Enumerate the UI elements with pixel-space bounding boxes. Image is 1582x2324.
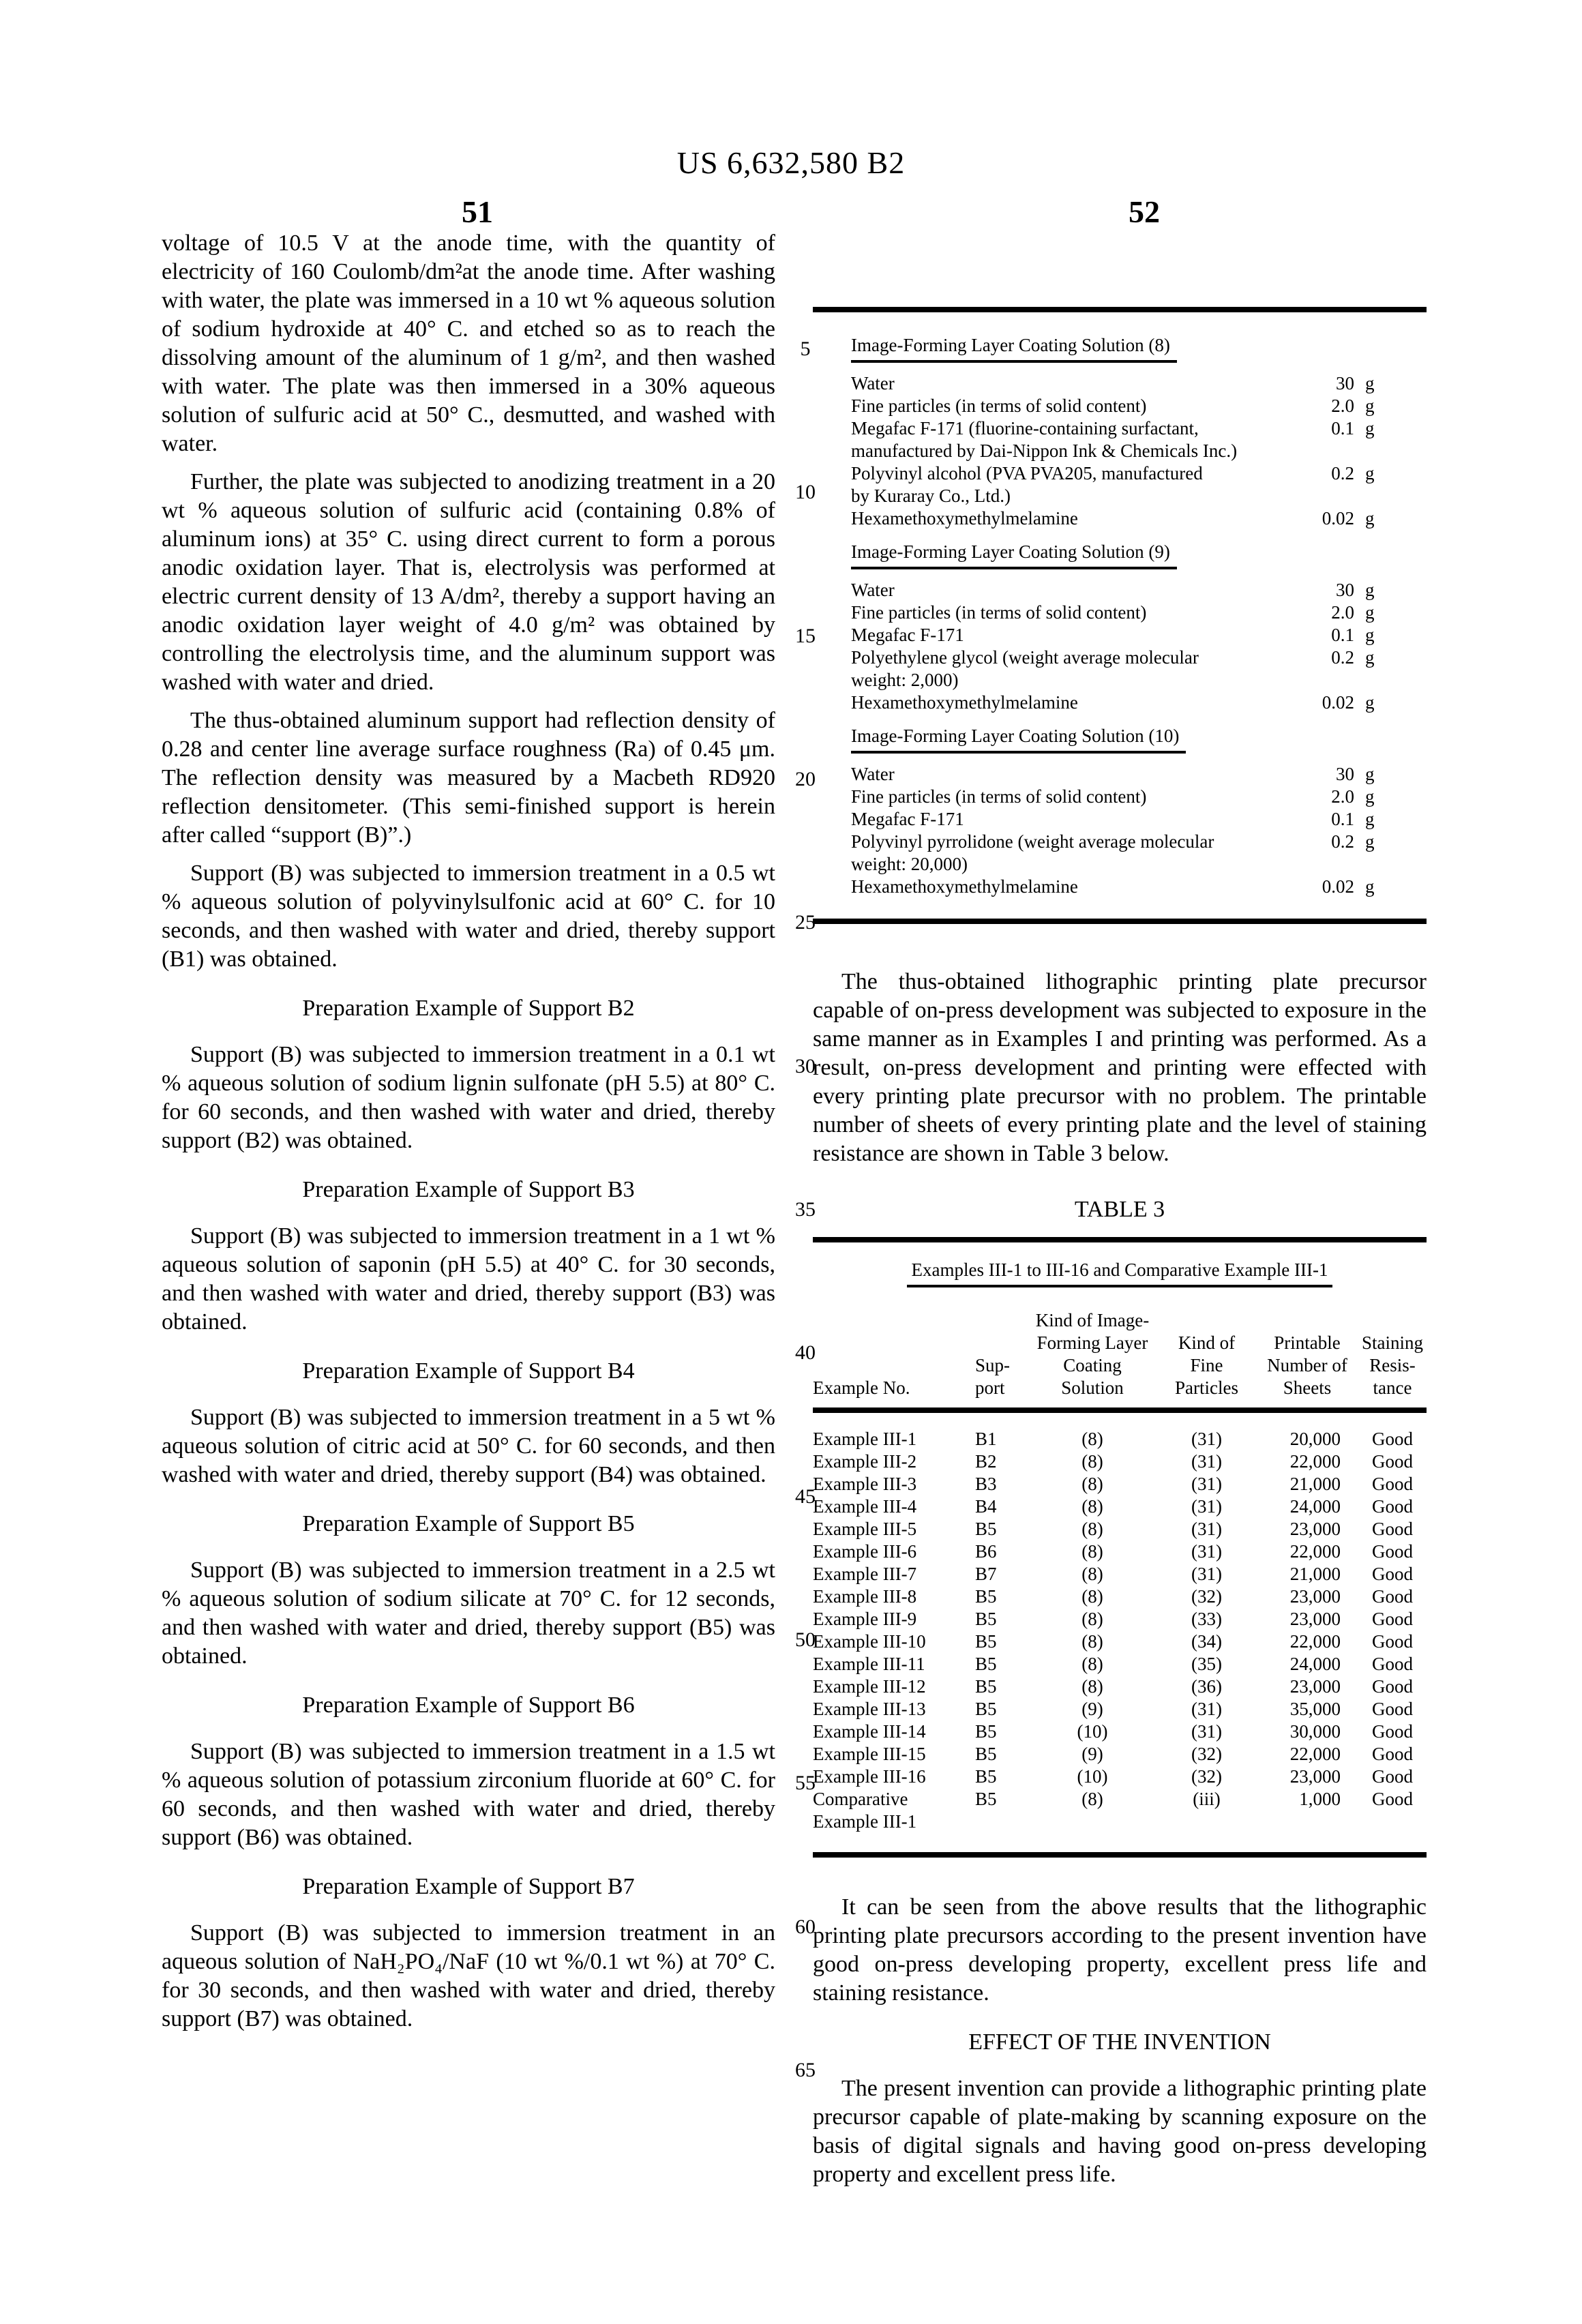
cell-support: B5 [975,1654,997,1674]
paragraph: Support (B) was subjected to immersion treatment in a 1 wt % aqueous solution of saponin (pH 5.5) at 40° C. for 30 seconds, and then washed with water and dried, thereby support (B3) was obtained. [162,1223,775,1335]
line-number: 55 [795,1772,816,1795]
table-rule [813,1852,1427,1858]
cell-fine-particles: (31) [1191,1699,1222,1719]
ingredient-name: Megafac F-171 [851,625,964,645]
cell-fine-particles: (31) [1191,1564,1222,1584]
solution-8 [851,326,1395,530]
solution-item-row [851,786,1395,808]
cell-coating-solution: (8) [1081,1474,1103,1494]
cell-staining: Good [1372,1721,1413,1742]
table-row [813,1630,1427,1653]
paragraph: Support (B) was subjected to immersion treatment in a 0.5 wt % aqueous solution of polyvinylsulfonic acid at 60° C. for 10 seconds, and then washed with water and dried, thereby support (B1) was obtained. [162,861,775,972]
cell-staining: Good [1372,1676,1413,1697]
cell-support: B1 [975,1429,997,1449]
table-row [813,1653,1427,1675]
cell-printable-sheets: 23,000 [1289,1609,1341,1629]
cell-support: B5 [975,1699,997,1719]
paragraph: Support (B) was subjected to immersion treatment in a 2.5 wt % aqueous solution of sodium silicate at 70° C. for 12 seconds, and then washed with water and dried, thereby support (B5) was obtained. [162,1558,775,1669]
cell-support: B5 [975,1766,997,1787]
cell-example-no: Example III-16 [813,1766,926,1787]
cell-example-no: Example III-2 [813,1451,917,1472]
col-header-example-no: Example No. [813,1377,910,1398]
cell-printable-sheets: 23,000 [1289,1766,1341,1787]
cell-coating-solution: (8) [1081,1429,1103,1449]
cell-coating-solution: (8) [1081,1451,1103,1472]
cell-coating-solution: (8) [1081,1564,1103,1584]
col-header-coating-solution: Kind of Image- Forming Layer Coating Solution [1035,1310,1150,1398]
ingredient-name: Fine particles (in terms of solid content) [851,602,1147,623]
ingredient-amount: 0.1 [1331,418,1354,438]
cell-fine-particles: (31) [1191,1429,1222,1449]
ingredient-name: Hexamethoxymethylmelamine [851,508,1078,528]
cell-support: B3 [975,1474,997,1494]
cell-example-no: Example III-11 [813,1654,925,1674]
solution-item-row [851,601,1395,624]
cell-printable-sheets: 24,000 [1289,1654,1341,1674]
cell-example-no: Example III-12 [813,1676,926,1697]
ingredient-unit: g [1365,809,1375,829]
cell-example-no: Example III-15 [813,1744,926,1764]
ingredient-unit: g [1365,692,1375,713]
cell-printable-sheets: 23,000 [1289,1519,1341,1539]
cell-example-no: Example III-14 [813,1721,926,1742]
solution-item-row [851,372,1395,395]
cell-support: B5 [975,1744,997,1764]
cell-fine-particles: (31) [1191,1451,1222,1472]
cell-fine-particles: (34) [1191,1631,1222,1652]
table-row [813,1428,1427,1450]
solution-item-row [851,646,1395,691]
ingredient-amount: 0.1 [1331,625,1354,645]
ingredient-amount: 2.0 [1331,786,1354,807]
cell-staining: Good [1372,1429,1413,1449]
table-row [813,1743,1427,1766]
solution-item-row [851,831,1395,876]
ingredient-amount: 0.2 [1331,647,1354,668]
left-column-number: 51 [462,194,493,229]
cell-example-no: Example III-8 [813,1586,917,1607]
ingredient-unit: g [1365,396,1375,416]
ingredient-unit: g [1365,602,1375,623]
line-number: 25 [795,911,816,934]
cell-fine-particles: (31) [1191,1541,1222,1562]
ingredient-name: Polyvinyl alcohol (PVA PVA205, manufactured by Kuraray Co., Ltd.) [851,463,1203,506]
cell-coating-solution: (8) [1081,1676,1103,1697]
table-rule [813,1237,1427,1242]
cell-fine-particles: (31) [1191,1721,1222,1742]
cell-staining: Good [1372,1789,1413,1809]
cell-example-no: Example III-4 [813,1496,917,1517]
ingredient-unit: g [1365,764,1375,784]
cell-fine-particles: (31) [1191,1474,1222,1494]
cell-coating-solution: (8) [1081,1541,1103,1562]
cell-staining: Good [1372,1586,1413,1607]
cell-coating-solution: (8) [1081,1654,1103,1674]
ingredient-amount: 0.02 [1322,876,1354,897]
col-header-staining: Staining Resis- tance [1361,1332,1423,1398]
cell-printable-sheets: 21,000 [1289,1564,1341,1584]
cell-coating-solution: (8) [1081,1631,1103,1652]
cell-staining: Good [1372,1519,1413,1539]
cell-support: B5 [975,1609,997,1629]
cell-printable-sheets: 1,000 [1299,1789,1341,1809]
ingredient-unit: g [1365,418,1375,438]
cell-fine-particles: (32) [1191,1766,1222,1787]
solution-item-row [851,579,1395,601]
section-heading-support-b3: Preparation Example of Support B3 [302,1177,635,1202]
left-column [162,229,775,2043]
cell-coating-solution: (10) [1077,1721,1108,1742]
cell-example-no: Example III-1 [813,1429,917,1449]
table-row [813,1766,1427,1788]
effect-of-invention-heading: EFFECT OF THE INVENTION [968,2029,1271,2055]
ingredient-unit: g [1365,786,1375,807]
cell-coating-solution: (9) [1081,1744,1103,1764]
ingredient-unit: g [1365,647,1375,668]
line-number: 35 [795,1197,816,1221]
cell-coating-solution: (8) [1081,1496,1103,1517]
cell-support: B5 [975,1519,997,1539]
table-row [813,1473,1427,1495]
right-column [813,307,1427,2199]
line-number: 5 [800,338,811,360]
line-number: 60 [795,1915,816,1938]
line-number: 65 [795,2058,816,2081]
table-row [813,1585,1427,1608]
line-number: 30 [795,1054,816,1077]
cell-coating-solution: (8) [1081,1789,1103,1809]
cell-staining: Good [1372,1541,1413,1562]
table-3-subtitle-text: Examples III-1 to III-16 and Comparative Example III-1 [907,1259,1332,1287]
paragraph: Further, the plate was subjected to anodizing treatment in a 20 wt % aqueous solution of sulfuric acid (containing 0.8% of aluminum ions) at 35° C. using direct current to form a porous anodic oxidation layer. That is, electrolysis was performed at electric current density of 13 A/dm², thereby a support having an anodic oxidation layer weight of 4.0 g/m² was obtained by controlling the electrolysis time, and the aluminum support was washed with water and dried. [162,469,775,695]
cell-printable-sheets: 20,000 [1289,1429,1341,1449]
section-heading-support-b2: Preparation Example of Support B2 [302,996,635,1021]
cell-staining: Good [1372,1564,1413,1584]
paragraph: Support (B) was subjected to immersion treatment in a 1.5 wt % aqueous solution of potassium zirconium fluoride at 60° C. for 60 seconds, and then washed with water and dried, thereby support (B6) was obtained. [162,1739,775,1850]
cell-fine-particles: (33) [1191,1609,1222,1629]
solution-9-title: Image-Forming Layer Coating Solution (9) [851,541,1177,569]
ingredient-amount: 2.0 [1331,602,1354,623]
table-row [813,1563,1427,1585]
cell-example-no: Example III-10 [813,1631,926,1652]
cell-example-no: Example III-5 [813,1519,917,1539]
ingredient-unit: g [1365,876,1375,897]
cell-printable-sheets: 22,000 [1289,1451,1341,1472]
solution-8-items [851,372,1395,530]
solution-8-title: Image-Forming Layer Coating Solution (8) [851,334,1177,363]
patent-number: US 6,632,580 B2 [676,145,906,180]
solution-item-row [851,462,1395,507]
cell-support: B5 [975,1586,997,1607]
cell-support: B5 [975,1631,997,1652]
cell-example-no: Example III-7 [813,1564,917,1584]
cell-staining: Good [1372,1699,1413,1719]
line-number: 20 [795,767,816,790]
table-row [813,1518,1427,1540]
cell-printable-sheets: 22,000 [1289,1631,1341,1652]
solution-item-row [851,624,1395,646]
table-rule [813,1407,1427,1413]
cell-example-no: Comparative Example III-1 [813,1789,917,1832]
ingredient-name: Hexamethoxymethylmelamine [851,876,1078,897]
cell-staining: Good [1372,1654,1413,1674]
cell-coating-solution: (8) [1081,1586,1103,1607]
line-number: 40 [795,1341,816,1365]
ingredient-name: Megafac F-171 [851,809,964,829]
table-row [813,1698,1427,1720]
cell-coating-solution: (8) [1081,1519,1103,1539]
ingredient-name: Hexamethoxymethylmelamine [851,692,1078,713]
cell-fine-particles: (iii) [1193,1789,1221,1809]
solution-item-row [851,876,1395,898]
line-number: 50 [795,1628,816,1651]
table-3-title: TABLE 3 [1074,1197,1165,1222]
paragraph: It can be seen from the above results that the lithographic printing plate precursors according to the present invention have good on-press developing property, excellent press life and staining resistance. [813,1894,1427,2006]
ingredient-unit: g [1365,831,1375,852]
ingredient-unit: g [1365,580,1375,600]
ingredient-amount: 0.02 [1322,692,1354,713]
solution-9-items [851,579,1395,714]
solution-item-row [851,808,1395,831]
table-row [813,1720,1427,1743]
ingredient-amount: 2.0 [1331,396,1354,416]
table-row [813,1608,1427,1630]
ingredient-name: Fine particles (in terms of solid content) [851,786,1147,807]
cell-staining: Good [1372,1496,1413,1517]
table-3 [813,1198,1427,1858]
cell-staining: Good [1372,1766,1413,1787]
cell-coating-solution: (8) [1081,1609,1103,1629]
ingredient-name: Water [851,580,895,600]
cell-support: B5 [975,1676,997,1697]
paragraph: Support (B) was subjected to immersion treatment in a 0.1 wt % aqueous solution of sodium lignin sulfonate (pH 5.5) at 80° C. for 60 seconds, and then washed with water and dried, thereby support (B2) was obtained. [162,1042,775,1153]
cell-support: B5 [975,1721,997,1742]
cell-example-no: Example III-13 [813,1699,926,1719]
paragraph: The thus-obtained aluminum support had reflection density of 0.28 and center line average surface roughness (Ra) of 0.45 μm. The reflection density was measured by a Macbeth RD920 reflection densitometer. (This semi-finished support is herein after called “support (B)”.) [162,708,775,848]
paragraph: voltage of 10.5 V at the anode time, with the quantity of electricity of 160 Coulomb/dm²at the anode time. After washing with water, the plate was immersed in a 10 wt % aqueous solution of sodium hydroxide at 40° C. and etched so as to reach the dissolving amount of the aluminum of 1 g/m², and then washed with water. The plate was then immersed in a 30% aqueous solution of sulfuric acid at 50° C., desmutted, and washed with water. [162,230,775,456]
cell-example-no: Example III-6 [813,1541,917,1562]
table-row [813,1540,1427,1563]
table-row [813,1450,1427,1473]
cell-printable-sheets: 24,000 [1289,1496,1341,1517]
solution-10-title: Image-Forming Layer Coating Solution (10) [851,725,1186,754]
ingredient-name: Fine particles (in terms of solid content) [851,396,1147,416]
ingredient-amount: 30 [1336,373,1354,393]
ingredient-name: Water [851,373,895,393]
cell-fine-particles: (32) [1191,1744,1222,1764]
ingredient-unit: g [1365,508,1375,528]
cell-printable-sheets: 30,000 [1289,1721,1341,1742]
solution-item-row [851,763,1395,786]
table-row [813,1788,1427,1833]
cell-printable-sheets: 22,000 [1289,1744,1341,1764]
line-number: 15 [795,624,816,647]
coating-solution-table [813,307,1427,924]
cell-support: B2 [975,1451,997,1472]
ingredient-name: Polyvinyl pyrrolidone (weight average molecular weight: 20,000) [851,831,1214,874]
col-header-printable-sheets: Printable Number of Sheets [1267,1332,1347,1398]
section-heading-support-b7: Preparation Example of Support B7 [302,1874,635,1899]
cell-coating-solution: (9) [1081,1699,1103,1719]
section-heading-support-b4: Preparation Example of Support B4 [302,1358,635,1384]
line-number: 10 [795,481,816,504]
ingredient-amount: 30 [1336,764,1354,784]
cell-fine-particles: (36) [1191,1676,1222,1697]
cell-support: B7 [975,1564,997,1584]
solution-item-row [851,691,1395,714]
ingredient-unit: g [1365,625,1375,645]
ingredient-unit: g [1365,373,1375,393]
cell-fine-particles: (31) [1191,1519,1222,1539]
cell-fine-particles: (31) [1191,1496,1222,1517]
line-number: 45 [795,1485,816,1508]
solution-10-items [851,763,1395,898]
table-3-header-row [813,1309,1427,1407]
cell-staining: Good [1372,1451,1413,1472]
solution-item-row [851,417,1395,462]
ingredient-name: Water [851,764,895,784]
ingredient-amount: 0.1 [1331,809,1354,829]
ingredient-amount: 0.02 [1322,508,1354,528]
cell-printable-sheets: 35,000 [1289,1699,1341,1719]
paragraph: Support (B) was subjected to immersion treatment in an aqueous solution of NaH₂PO₄/NaF (10 wt %/0.1 wt %) at 70° C. for 30 seconds, and then washed with water and dried, thereby support (B7) was obtained. [162,1920,775,2031]
cell-example-no: Example III-9 [813,1609,917,1629]
cell-printable-sheets: 23,000 [1289,1676,1341,1697]
cell-staining: Good [1372,1609,1413,1629]
cell-staining: Good [1372,1474,1413,1494]
table-row [813,1675,1427,1698]
table-row [813,1495,1427,1518]
cell-support: B4 [975,1496,997,1517]
col-header-support: Sup- port [975,1355,1011,1398]
table-3-body [813,1413,1427,1840]
cell-example-no: Example III-3 [813,1474,917,1494]
ingredient-amount: 30 [1336,580,1354,600]
cell-fine-particles: (35) [1191,1654,1222,1674]
cell-printable-sheets: 22,000 [1289,1541,1341,1562]
solution-item-row [851,507,1395,530]
ingredient-amount: 0.2 [1331,831,1354,852]
paragraph: The thus-obtained lithographic printing plate precursor capable of on-press development was subjected to exposure in the same manner as in Examples I and printing was performed. As a result, on-press development and printing were effected with every printing plate precursor with no problem. The printable number of sheets of every printing plate and the level of staining resistance are shown in Table 3 below. [813,969,1427,1166]
solution-10 [851,717,1395,898]
paragraph: The present invention can provide a lithographic printing plate precursor capable of plate-making by scanning exposure on the basis of digital signals and having good on-press developing property and excellent press life. [813,2076,1427,2187]
cell-fine-particles: (32) [1191,1586,1222,1607]
cell-printable-sheets: 21,000 [1289,1474,1341,1494]
solution-item-row [851,395,1395,417]
section-heading-support-b5: Preparation Example of Support B5 [302,1511,635,1536]
cell-coating-solution: (10) [1077,1766,1108,1787]
cell-printable-sheets: 23,000 [1289,1586,1341,1607]
solution-9 [851,533,1395,714]
cell-staining: Good [1372,1631,1413,1652]
right-column-number: 52 [1129,194,1160,229]
section-heading-support-b6: Preparation Example of Support B6 [302,1693,635,1718]
ingredient-unit: g [1365,463,1375,483]
cell-support: B6 [975,1541,997,1562]
col-header-fine-particles: Kind of Fine Particles [1175,1332,1238,1398]
cell-staining: Good [1372,1744,1413,1764]
cell-support: B5 [975,1789,997,1809]
ingredient-name: Polyethylene glycol (weight average molecular weight: 2,000) [851,647,1199,690]
ingredient-amount: 0.2 [1331,463,1354,483]
table-3-subtitle [813,1259,1427,1287]
paragraph: Support (B) was subjected to immersion treatment in a 5 wt % aqueous solution of citric acid at 50° C. for 60 seconds, and then washed with water and dried, thereby support (B4) was obtained. [162,1405,775,1487]
ingredient-name: Megafac F-171 (fluorine-containing surfactant, manufactured by Dai-Nippon Ink & Chemicals Inc.) [851,418,1238,461]
